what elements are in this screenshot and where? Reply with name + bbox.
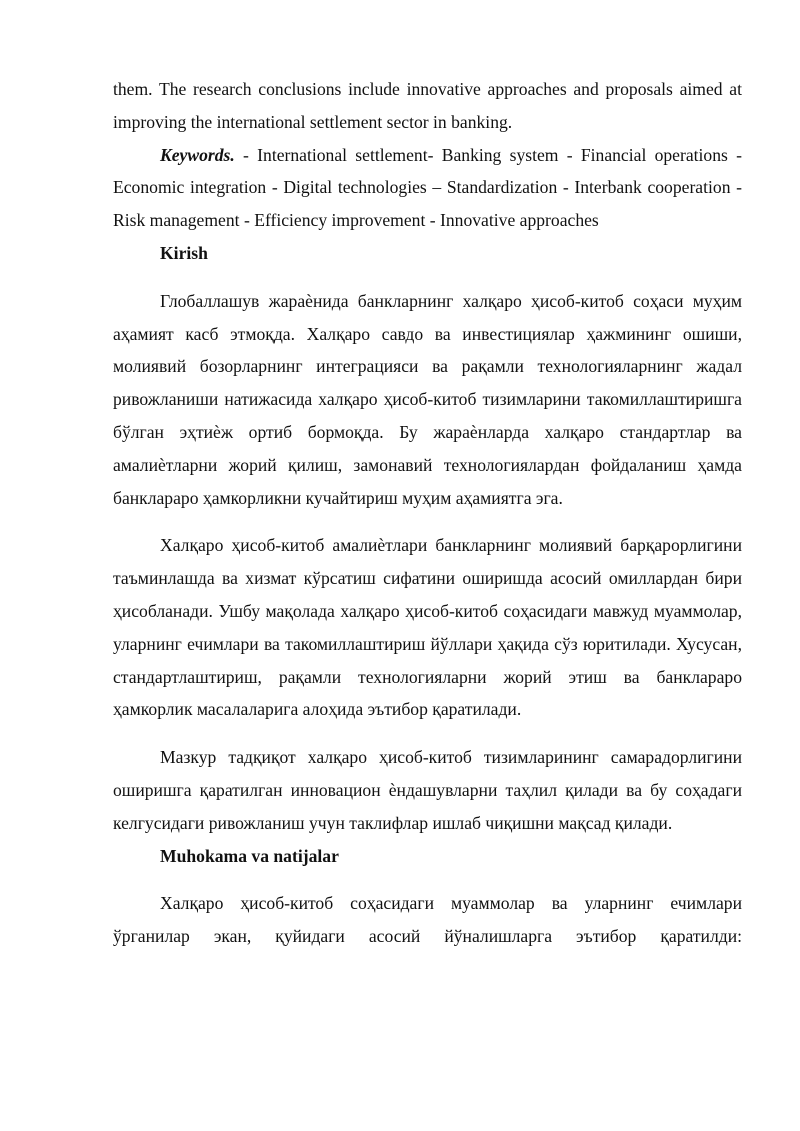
intro-paragraph-1: Глобаллашув жараѐнида банкларнинг халқаро ҳисоб-китоб соҳаси муҳим аҳамият касб этмоқда. Халқаро савдо ва инвестициялар ҳажмининг ошиши, молиявий бозорларнинг интеграцияси ва рақамли технологияларнинг жадал ривожланиши натижасида халқаро ҳисоб-китоб тизимларини такомиллаштиришга бўлган эҳтиѐж ортиб бормоқда. Бу жараѐнларда халқаро стандартлар ва амалиѐтларни жорий қилиш, замонавий технологиялардан фойдаланиш ҳамда банклараро ҳамкорликни кучайтириш муҳим аҳамиятга эга. bbox=[113, 290, 742, 508]
abstract-tail: them. The research conclusions include innovative approaches and proposals aimed at improving the international settlement sector in banking. bbox=[113, 79, 742, 132]
keywords-paragraph bbox=[113, 139, 742, 237]
intro-heading: Kirish bbox=[160, 242, 208, 263]
keywords-label: Keywords. bbox=[160, 144, 235, 165]
discussion-paragraph-1: Халқаро ҳисоб-китоб соҳасидаги муаммолар ва уларнинг ечимлари ўрганилар экан, қуйидаги асосий йўналишларга эътибор қаратилди: bbox=[113, 893, 742, 947]
intro-paragraph-3: Мазкур тадқиқот халқаро ҳисоб-китоб тизимларининг самарадорлигини оширишга қаратилган инновацион ѐндашувларни таҳлил қилади ва бу соҳадаги келгусидаги ривожланиш учун таклифлар ишлаб чиқишни мақсад қилади. bbox=[113, 747, 742, 833]
discussion-heading: Muhokama va natijalar bbox=[160, 845, 339, 866]
keywords-text: - International settlement- Banking system - Financial operations - Economic integration - Digital technologies – Standardization - Interbank cooperation - Risk management - Efficiency improvement - Innovative approaches bbox=[113, 144, 742, 231]
intro-paragraph-2: Халқаро ҳисоб-китоб амалиѐтлари банкларнинг молиявий барқарорлигини таъминлашда ва хизмат кўрсатиш сифатини оширишда асосий омиллардан бири ҳисобланади. Ушбу мақолада халқаро ҳисоб-китоб соҳасидаги мавжуд муаммолар, уларнинг ечимлари ва такомиллаштириш йўллари ҳақида сўз юритилади. Хусусан, стандартлаштириш, рақамли технологияларни жорий этиш ва банклараро ҳамкорлик масалаларига алоҳида эътибор қаратилади. bbox=[113, 535, 742, 720]
